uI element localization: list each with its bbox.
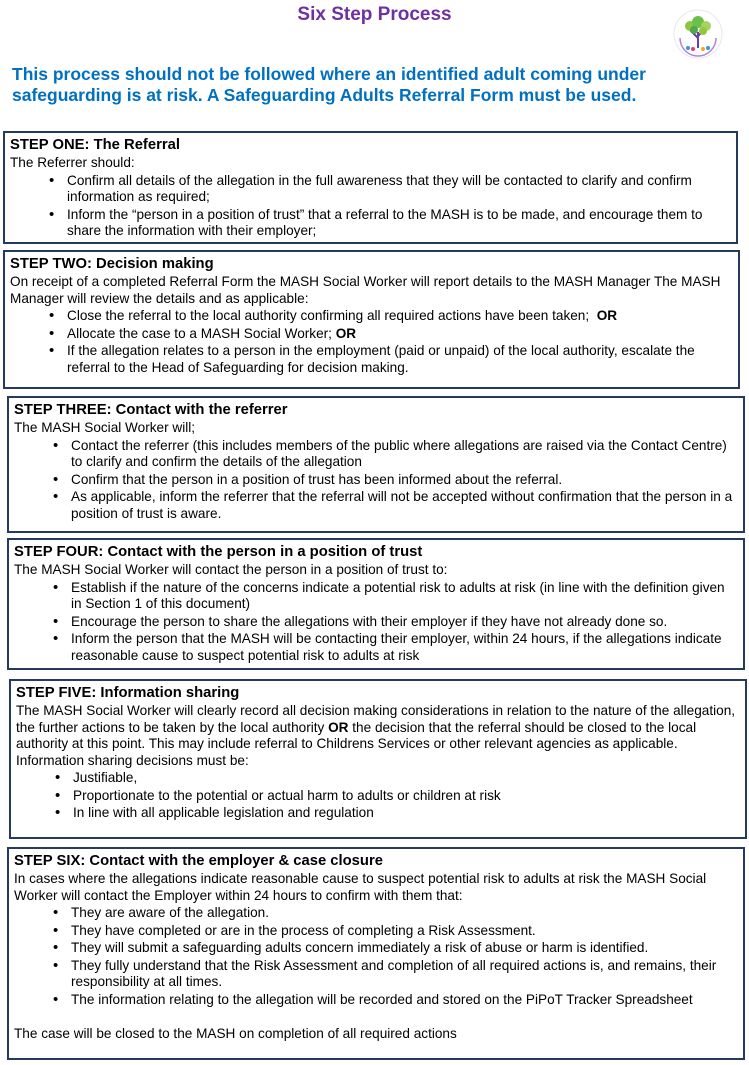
step-heading: STEP SIX: Contact with the employer & case closure (14, 853, 383, 869)
list-item: • Inform the person that the MASH will be contacting their employer, within 24 hours, if the allegations indicate reasonable cause to suspect potential risk to adults at risk (71, 631, 737, 664)
warning-notice: This process should not be followed where an identified adult coming under safeguarding is at risk. A Safeguarding Adults Referral Form must be used. (12, 64, 646, 105)
step-heading: STEP FIVE: Information sharing (16, 685, 240, 701)
list-item: • As applicable, inform the referrer that the referral will not be accepted without confirmation that the person in a position of trust is aware. (71, 489, 737, 522)
list-item: • Contact the referrer (this includes members of the public where allegations are raised via the Contact Centre) to clarify and confirm the details of the allegation (71, 438, 737, 471)
step-three-box (7, 396, 745, 533)
step-list (10, 173, 730, 240)
step-intro-2: Information sharing decisions must be: (16, 752, 249, 768)
step-four-box (7, 538, 745, 670)
step-heading: STEP FOUR: Contact with the person in a position of trust (14, 544, 423, 560)
step-heading: STEP TWO: Decision making (10, 256, 214, 272)
step-intro-b: the decision that the referral should be closed to the local authority at this point. This may include referral to Childrens Services or other relevant agencies as applicable. (16, 719, 697, 751)
step-list (14, 438, 737, 523)
step-five-box (9, 679, 747, 839)
list-item: • They are aware of the allegation. (71, 905, 737, 922)
list-item (67, 308, 732, 325)
step-list (14, 905, 737, 1008)
step-intro: The MASH Social Worker will; (14, 420, 196, 435)
or-label: OR (596, 308, 618, 323)
step-six-box (7, 847, 745, 1060)
list-item: • Inform the “person in a position of trust” that a referral to the MASH is to be made, and encourage them to share the information with their employer; (67, 207, 730, 240)
list-item (67, 326, 732, 343)
list-item: • In line with all applicable legislation and regulation (73, 805, 739, 822)
list-item: • Confirm that the person in a position of trust has been informed about the referral. (71, 472, 737, 489)
step-heading: STEP ONE: The Referral (10, 137, 180, 153)
step-list (16, 770, 739, 822)
list-item: • If the allegation relates to a person in the employment (paid or unpaid) of the local authority, escalate the referral to the Head of Safeguarding for decision making. (67, 343, 732, 376)
list-item: • They will submit a safeguarding adults concern immediately a risk of abuse or harm is identified. (71, 940, 737, 957)
step-intro: The Referrer should: (10, 155, 135, 170)
step-list (10, 308, 732, 376)
page-title: Six Step Process (297, 4, 452, 25)
list-item: • Confirm all details of the allegation in the full awareness that they will be contacted to clarify and confirm information as required; (67, 173, 730, 206)
list-item: • The information relating to the allegation will be recorded and stored on the PiPoT Tracker Spreadsheet (71, 992, 737, 1009)
step-one-box (3, 131, 738, 244)
step-heading: STEP THREE: Contact with the referrer (14, 402, 288, 418)
list-item: • Establish if the nature of the concerns indicate a potential risk to adults at risk (in line with the definition given in Section 1 of this document) (71, 580, 737, 613)
list-item: • Proportionate to the potential or actual harm to adults or children at risk (73, 788, 739, 805)
list-item: • Justifiable, (73, 770, 739, 787)
closing-note: The case will be closed to the MASH on completion of all required actions (14, 1026, 457, 1041)
list-item-text: Allocate the case to a MASH Social Worker; (67, 325, 332, 341)
or-label: OR (328, 719, 349, 735)
or-label: OR (335, 325, 357, 341)
list-item: • They have completed or are in the process of completing a Risk Assessment. (71, 923, 737, 940)
list-item-text: Close the referral to the local authority confirming all required actions have been taken; (67, 308, 590, 323)
step-intro (16, 703, 739, 753)
step-two-box (3, 250, 740, 389)
step-intro: In cases where the allegations indicate reasonable cause to suspect potential risk to adults at risk the MASH Social Worker will contact the Employer within 24 hours to confirm with them that: (14, 871, 707, 903)
step-intro: The MASH Social Worker will contact the person in a position of trust to: (14, 562, 448, 577)
step-intro: On receipt of a completed Referral Form the MASH Social Worker will report details to the MASH Manager The MASH Manager will review the details and as applicable: (10, 274, 721, 306)
step-intro-a: The MASH Social Worker will clearly record all decision making considerations in relation to the nature of the allegation, the further actions to be taken by the local authority (16, 703, 736, 735)
safeguarding-tree-logo-icon (672, 8, 724, 60)
list-item: • They fully understand that the Risk Assessment and completion of all required actions is, and remains, their responsibility at all times. (71, 958, 737, 991)
list-item: • Encourage the person to share the allegations with their employer if they have not already done so. (71, 614, 737, 631)
step-list (14, 580, 737, 665)
